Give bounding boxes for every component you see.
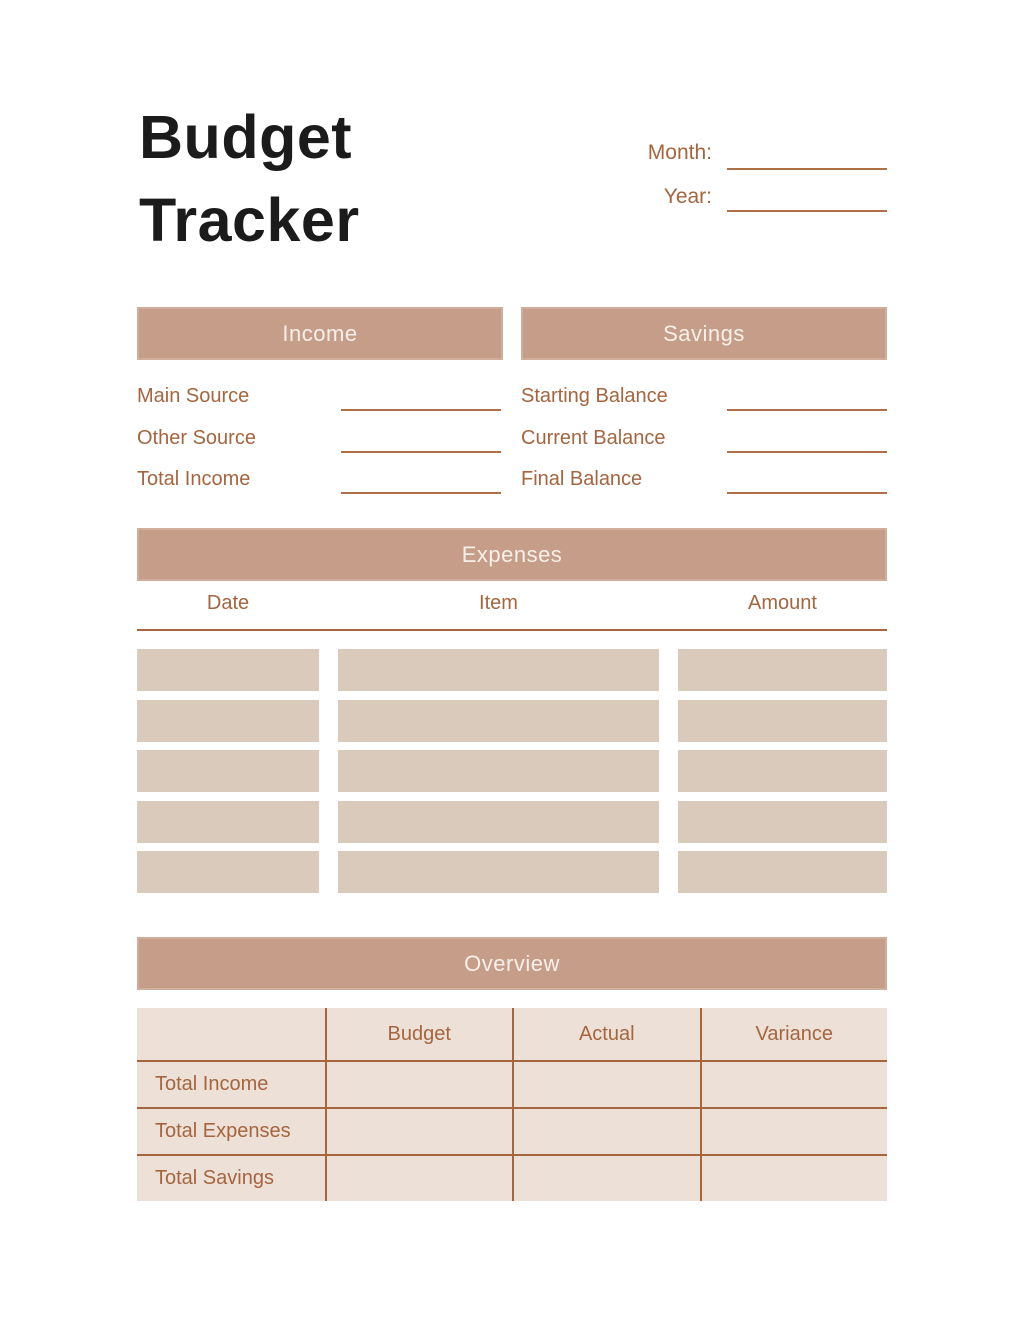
page-title-line1: Budget — [139, 103, 353, 171]
savings-input-line-starting-balance[interactable] — [727, 409, 887, 411]
expense-cell-r5-amount[interactable] — [678, 851, 887, 893]
expense-cell-r1-date[interactable] — [137, 649, 319, 691]
expenses-column-date: Date — [206, 592, 250, 614]
overview-cell-total-savings-budget[interactable] — [325, 1154, 513, 1201]
expenses-grid — [137, 649, 887, 893]
income-section-title: Income — [282, 320, 358, 346]
expense-cell-r4-item[interactable] — [338, 801, 659, 843]
expense-cell-r4-date[interactable] — [137, 801, 319, 843]
overview-corner-cell — [137, 1008, 325, 1060]
overview-cell-total-savings-actual[interactable] — [512, 1154, 700, 1201]
year-input-line[interactable] — [727, 210, 887, 212]
savings-field-label-starting-balance: Starting Balance — [521, 385, 668, 407]
expense-cell-r2-item[interactable] — [338, 700, 659, 742]
overview-table — [137, 1008, 887, 1201]
overview-column-budget: Budget — [325, 1008, 513, 1060]
income-input-line-main-source[interactable] — [341, 409, 501, 411]
page-title-line2: Tracker — [139, 186, 360, 254]
overview-column-variance: Variance — [700, 1008, 888, 1060]
expenses-column-item: Item — [479, 592, 518, 614]
overview-cell-total-income-actual[interactable] — [512, 1060, 700, 1107]
page-title — [139, 96, 360, 262]
overview-row-label-total-expenses: Total Expenses — [137, 1107, 325, 1154]
expense-cell-r4-amount[interactable] — [678, 801, 887, 843]
expense-cell-r3-date[interactable] — [137, 750, 319, 792]
overview-section-title: Overview — [464, 950, 560, 976]
expense-cell-r1-item[interactable] — [338, 649, 659, 691]
expense-cell-r1-amount[interactable] — [678, 649, 887, 691]
savings-input-line-final-balance[interactable] — [727, 492, 887, 494]
overview-cell-total-expenses-variance[interactable] — [700, 1107, 888, 1154]
savings-field-label-current-balance: Current Balance — [521, 427, 666, 449]
overview-section-header — [137, 937, 887, 990]
expenses-header-divider — [137, 629, 887, 631]
income-input-line-other-source[interactable] — [341, 451, 501, 453]
overview-row-label-total-income: Total Income — [137, 1060, 325, 1107]
expense-cell-r5-item[interactable] — [338, 851, 659, 893]
expense-cell-r3-amount[interactable] — [678, 750, 887, 792]
income-field-label-other-source: Other Source — [137, 427, 256, 449]
savings-section-title: Savings — [663, 320, 745, 346]
income-input-line-total-income[interactable] — [341, 492, 501, 494]
expenses-column-amount: Amount — [748, 592, 817, 614]
expenses-section-header — [137, 528, 887, 581]
month-input-line[interactable] — [727, 168, 887, 170]
overview-cell-total-income-variance[interactable] — [700, 1060, 888, 1107]
overview-cell-total-savings-variance[interactable] — [700, 1154, 888, 1201]
savings-input-line-current-balance[interactable] — [727, 451, 887, 453]
income-field-label-main-source: Main Source — [137, 385, 250, 407]
overview-cell-total-expenses-actual[interactable] — [512, 1107, 700, 1154]
overview-row-label-total-savings: Total Savings — [137, 1154, 325, 1201]
month-label: Month: — [647, 141, 712, 164]
overview-cell-total-income-budget[interactable] — [325, 1060, 513, 1107]
expense-cell-r5-date[interactable] — [137, 851, 319, 893]
savings-field-label-final-balance: Final Balance — [521, 468, 643, 490]
year-label: Year: — [663, 185, 712, 208]
overview-column-actual: Actual — [512, 1008, 700, 1060]
expenses-section-title: Expenses — [461, 541, 563, 567]
income-field-label-total-income: Total Income — [137, 468, 251, 490]
income-section-header — [137, 307, 503, 360]
savings-section-header — [521, 307, 887, 360]
expense-cell-r2-amount[interactable] — [678, 700, 887, 742]
overview-cell-total-expenses-budget[interactable] — [325, 1107, 513, 1154]
expense-cell-r2-date[interactable] — [137, 700, 319, 742]
expense-cell-r3-item[interactable] — [338, 750, 659, 792]
